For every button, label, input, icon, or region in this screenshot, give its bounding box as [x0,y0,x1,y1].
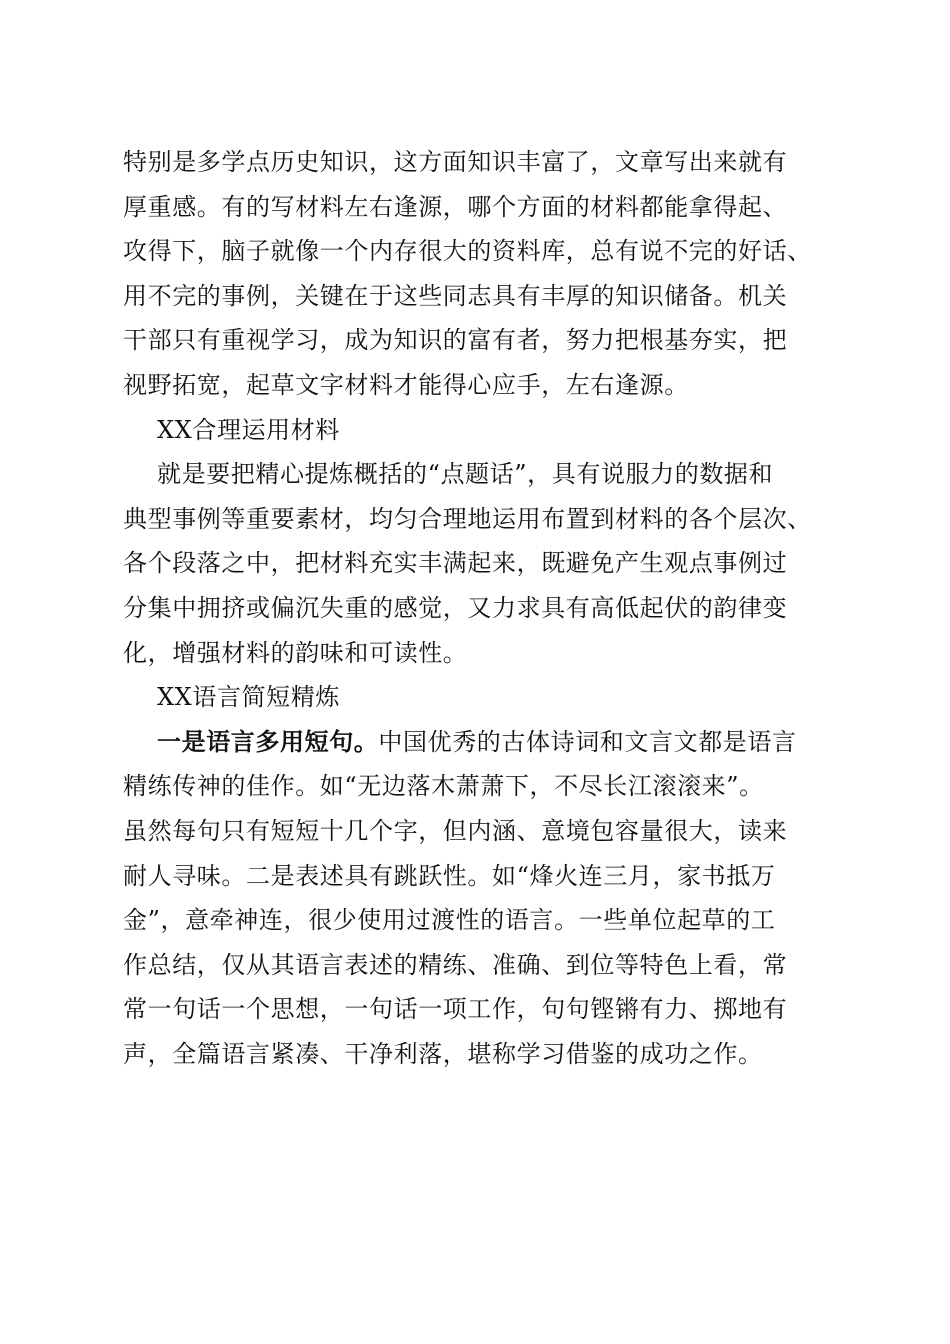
paragraph-first-line [123,720,833,765]
paragraph-line: 耐人寻味。二是表述具有跳跃性。如“烽火连三月，家书抵万 [123,861,776,890]
paragraph-line: 厚重感。有的写材料左右逢源，哪个方面的材料都能拿得起、 [123,192,788,221]
bold-lead-text: 一是语言多用短句。 [157,726,379,756]
paragraph-line: 作总结，仅从其语言表述的精练、准确、到位等特色上看，常 [123,950,788,979]
paragraph-line: 干部只有重视学习，成为知识的富有者，努力把根基夯实，把 [123,326,788,355]
paragraph-materials [123,452,833,675]
paragraph-line: 常一句话一个思想，一句话一项工作，句句铿锵有力、掷地有 [123,995,788,1024]
section-heading-materials: XX合理运用材料 [157,415,340,444]
paragraph-line: 精练传神的佳作。如“无边落木萧萧下，不尽长江滚滚来”。 [123,772,764,801]
paragraph-line: 典型事例等重要素材，均匀合理地运用布置到材料的各个层次、 [123,504,812,533]
paragraph-line: 攻得下，脑子就像一个内存很大的资料库，总有说不完的好话、 [123,237,812,266]
paragraph-line: 视野拓宽，起草文字材料才能得心应手，左右逢源。 [123,370,689,399]
first-line-rest: 中国优秀的古体诗词和文言文都是语言 [378,727,797,756]
paragraph-line: 化，增强材料的韵味和可读性。 [123,638,468,667]
paragraph-line: 用不完的事例，关键在于这些同志具有丰厚的知识储备。机关 [123,281,788,310]
document-body [123,140,833,1076]
section-heading-language: XX语言简短精炼 [157,683,340,712]
paragraph-line: 特别是多学点历史知识，这方面知识丰富了，文章写出来就有 [123,148,788,176]
paragraph-line: 分集中拥挤或偏沉失重的感觉，又力求具有高低起伏的韵律变 [123,593,788,622]
paragraph-line: 虽然每句只有短短十几个字，但内涵、意境包容量很大，读来 [123,816,788,845]
paragraph-language [123,720,833,1077]
paragraph-knowledge [123,140,833,408]
paragraph-line: 各个段落之中，把材料充实丰满起来，既避免产生观点事例过 [123,549,788,578]
paragraph-line: 声，全篇语言紧凑、干净利落，堪称学习借鉴的成功之作。 [123,1039,763,1068]
paragraph-line: 金”，意牵神连，很少使用过渡性的语言。一些单位起草的工 [123,906,776,935]
paragraph-line: 就是要把精心提炼概括的“点题话”，具有说服力的数据和 [157,460,774,489]
